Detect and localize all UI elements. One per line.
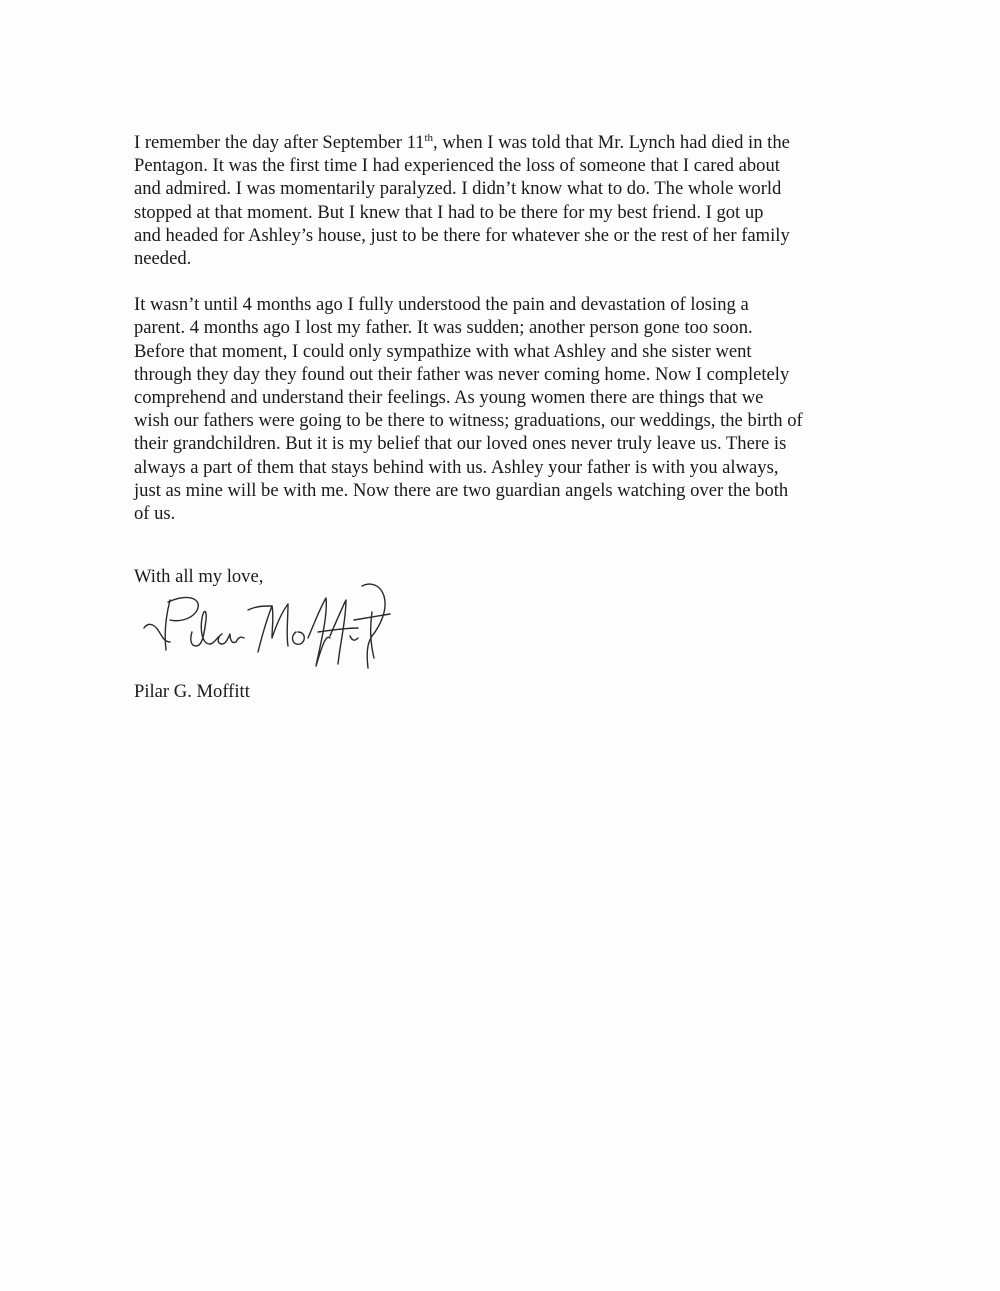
signature-stroke: [168, 597, 198, 620]
paragraph-1: [134, 131, 874, 270]
signature-stroke: [258, 604, 288, 652]
signature-stroke: [293, 632, 305, 644]
handwritten-signature: [140, 576, 400, 676]
closing-line: With all my love,: [134, 566, 264, 587]
signer-name: Pilar G. Moffitt: [134, 681, 250, 702]
signature-stroke: [350, 636, 358, 640]
signature-stroke: [248, 606, 272, 610]
letter-body: [134, 131, 874, 525]
paragraph-1-rest: , when I was told that Mr. Lynch had died in the Pentagon. It was the first time I had experienced the loss of someone that I cared about and admired. I was momentarily paralyzed. I didn’t know what to do. The whole world stopped at that moment. But I knew that I had to be there for my best friend. I got up and headed for Ashley’s house, just to be there for whatever she or the rest of her family needed.: [134, 132, 790, 270]
signature-stroke: [191, 611, 244, 646]
paragraph-1-start: I remember the day after September 11: [134, 132, 425, 153]
signature-stroke: [330, 600, 346, 664]
paragraph-2: It wasn’t until 4 months ago I fully understood the pain and devastation of losing a parent. 4 months ago I lost my father. It was sudden; another person gone too soon. Before that moment, I could only sympathize with what Ashley and she sister went through they day they found out their father was never coming home. Now I completely comprehend and understand their feelings. As young women there are things that we wish our fathers were going to be there to witness; graduations, our weddings, the birth of their grandchildren. But it is my belief that our loved ones never truly leave us. There is always a part of them that stays behind with us. Ashley your father is with you always, just as mine will be with me. Now there are two guardian angels watching over the both of us.: [134, 294, 803, 525]
ordinal-suffix: th: [424, 132, 434, 144]
